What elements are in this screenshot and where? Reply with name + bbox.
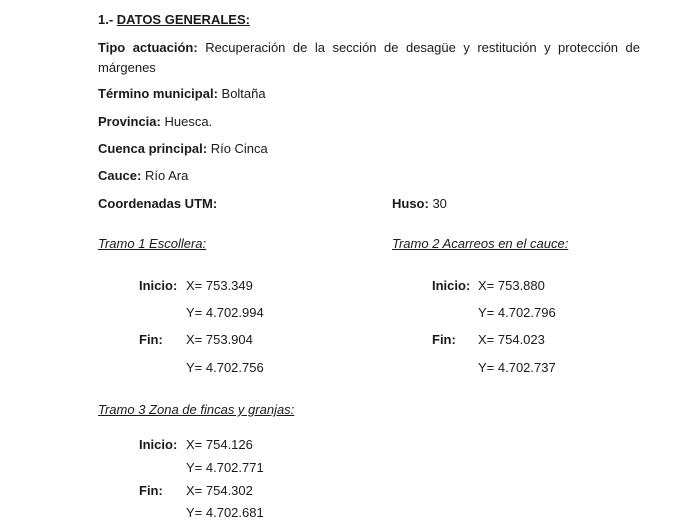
provincia xyxy=(98,114,212,130)
tipo-actuacion-value: Recuperación de la sección de desagüe y restitución y protección de márgenes xyxy=(98,40,640,75)
tramo-1-fin-x: X= 753.904 xyxy=(186,332,253,347)
tramo-3-title: Tramo 3 Zona de fincas y granjas: xyxy=(98,402,295,417)
tramo-2-fin-label: Fin: xyxy=(432,332,456,347)
provincia-value: Huesca. xyxy=(160,114,213,129)
tramo-2-inicio-x: X= 753.880 xyxy=(478,278,545,293)
section-number: 1.- xyxy=(98,12,117,27)
tramo-3-inicio-label: Inicio: xyxy=(139,437,178,452)
tramo-1-title: Tramo 1 Escollera: xyxy=(98,236,207,251)
huso-label: Huso: xyxy=(392,196,429,211)
provincia-label: Provincia: xyxy=(98,114,161,129)
tipo-actuacion-label: Tipo actuación: xyxy=(98,40,198,55)
tramo-3-fin-x: X= 754.302 xyxy=(186,483,253,498)
coordenadas-label: Coordenadas UTM: xyxy=(98,196,218,211)
tramo-1-fin-label: Fin: xyxy=(139,332,163,347)
tramo-2-fin-y: Y= 4.702.737 xyxy=(478,360,556,375)
tramo-3-fin-label: Fin: xyxy=(139,483,163,498)
tramo-3-inicio-x: X= 754.126 xyxy=(186,437,253,452)
cauce-label: Cauce: xyxy=(98,168,142,183)
tramo-3-fin-y: Y= 4.702.681 xyxy=(186,505,264,520)
huso-value: 30 xyxy=(428,196,447,211)
cuenca-label: Cuenca principal: xyxy=(98,141,208,156)
cauce-value: Río Ara xyxy=(141,168,189,183)
termino-value: Boltaña xyxy=(217,86,266,101)
tramo-1-inicio-label: Inicio: xyxy=(139,278,178,293)
tramo-2-inicio-label: Inicio: xyxy=(432,278,471,293)
huso xyxy=(392,196,447,212)
cuenca-principal xyxy=(98,141,268,157)
cuenca-value: Río Cinca xyxy=(207,141,268,156)
tramo-2-inicio-y: Y= 4.702.796 xyxy=(478,305,556,320)
termino-municipal xyxy=(98,86,266,102)
tramo-2-fin-x: X= 754.023 xyxy=(478,332,545,347)
section-heading xyxy=(98,12,250,28)
tramo-1-inicio-x: X= 753.349 xyxy=(186,278,253,293)
section-title: DATOS GENERALES: xyxy=(116,12,250,27)
tramo-3-inicio-y: Y= 4.702.771 xyxy=(186,460,264,475)
cauce xyxy=(98,168,188,184)
tramo-1-inicio-y: Y= 4.702.994 xyxy=(186,305,264,320)
tramo-1-fin-y: Y= 4.702.756 xyxy=(186,360,264,375)
tipo-actuacion xyxy=(98,38,640,78)
tramo-2-title: Tramo 2 Acarreos en el cauce: xyxy=(392,236,569,251)
termino-label: Término municipal: xyxy=(98,86,218,101)
